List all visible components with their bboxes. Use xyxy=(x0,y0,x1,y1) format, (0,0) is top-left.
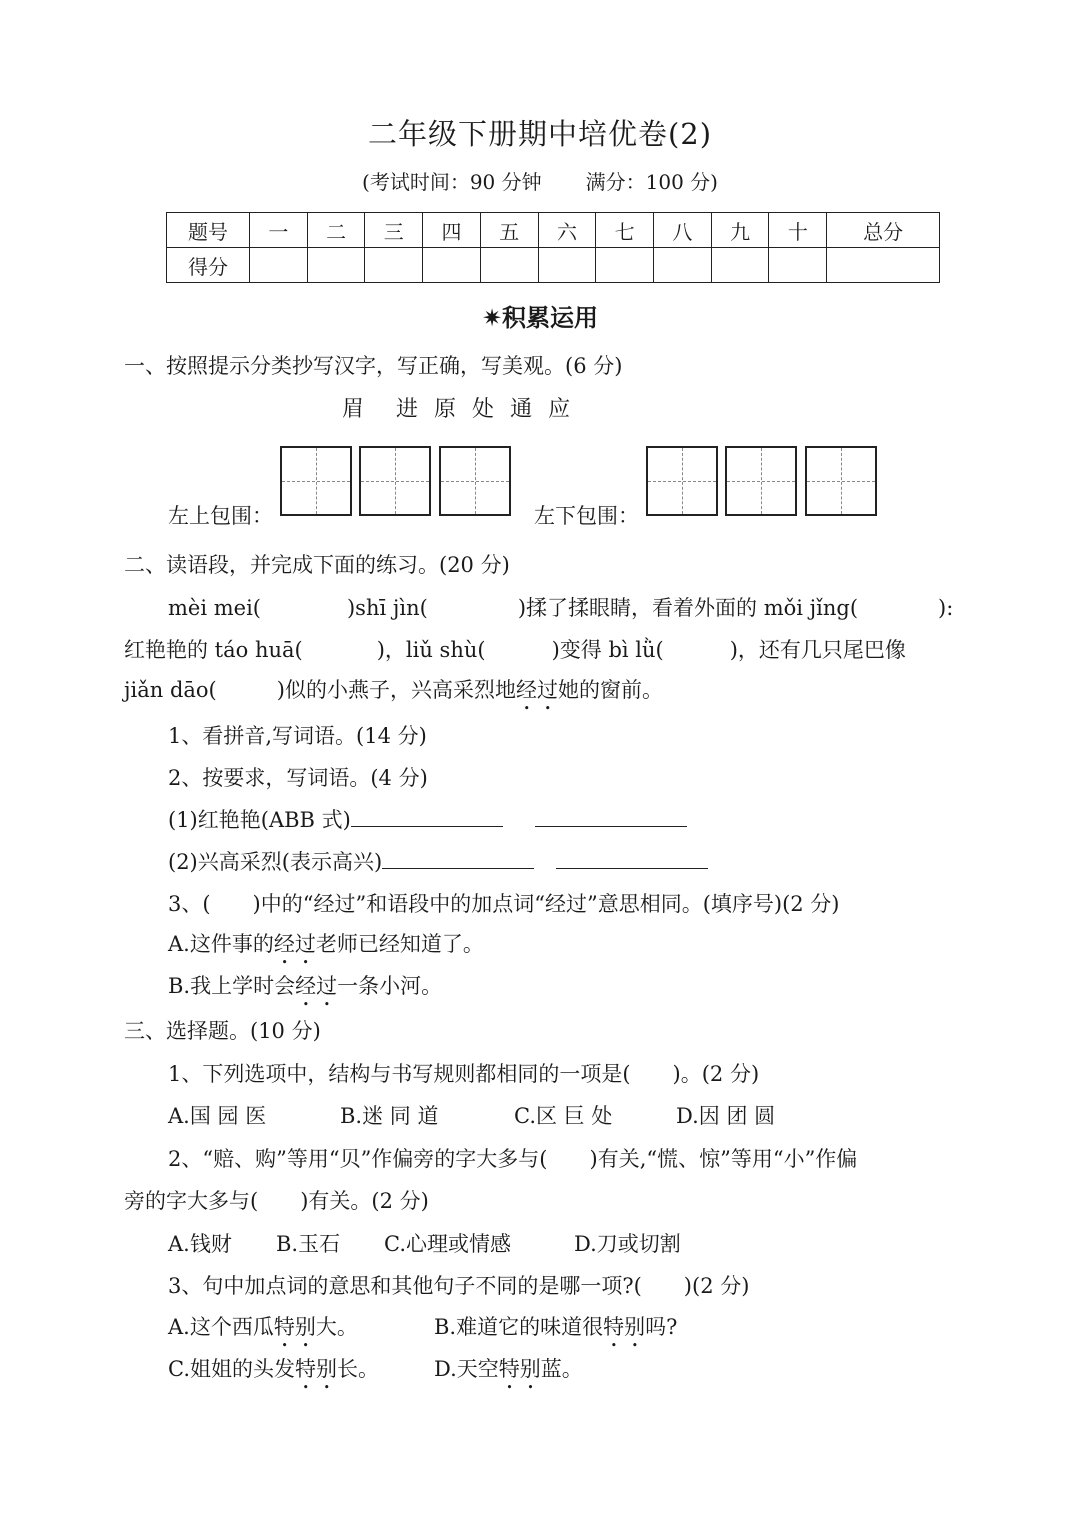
writing-grid-box[interactable] xyxy=(280,446,352,516)
passage-text: ): xyxy=(938,596,954,620)
option-d[interactable]: D.因 团 圆 xyxy=(676,1104,776,1128)
score-col: 六 xyxy=(538,213,596,248)
option-b[interactable]: B.迷 同 道 xyxy=(340,1104,439,1128)
q1-left-label: 左上包围： xyxy=(168,504,273,528)
q2-sub2-b-label: (2)兴高采烈(表示高兴) xyxy=(168,850,383,874)
score-table-header-label: 题号 xyxy=(167,213,250,248)
passage-line-3 xyxy=(124,674,663,715)
passage-text: )揉了揉眼睛，看着外面的 mǒi jǐng( xyxy=(517,596,859,620)
dotted-word: 特别 xyxy=(273,1315,316,1339)
score-table-header-row xyxy=(167,213,940,248)
score-cell[interactable] xyxy=(423,248,481,283)
option-text: A.这件事的 xyxy=(168,932,274,956)
q2-sub3-option-a xyxy=(168,928,484,969)
option-text: 老师已经知道了。 xyxy=(315,932,484,956)
score-col: 九 xyxy=(711,213,769,248)
option-a[interactable]: A.国 园 医 xyxy=(168,1104,267,1128)
q3-s3-option-b[interactable] xyxy=(434,1311,677,1352)
section-title: ✷积累运用 xyxy=(481,304,599,332)
q3-s2-line1: 2、“赔、购”等用“贝”作偏旁的字大多与( )有关,“慌、惊”等用“小”作偏 xyxy=(168,1147,858,1171)
score-cell-total[interactable] xyxy=(827,248,940,283)
dotted-word: 特别 xyxy=(295,1357,337,1381)
answer-blank[interactable] xyxy=(351,806,503,827)
option-text: 大。 xyxy=(315,1315,358,1339)
q1-char: 应 xyxy=(548,397,571,422)
score-table-score-row xyxy=(167,248,940,283)
writing-grid-box[interactable] xyxy=(439,446,511,516)
option-text: D.天空 xyxy=(434,1357,499,1381)
writing-grid-box[interactable] xyxy=(805,446,877,516)
q1-chars xyxy=(342,392,586,423)
answer-blank[interactable] xyxy=(556,848,708,869)
score-col: 七 xyxy=(596,213,654,248)
q3-s1-options xyxy=(168,1100,775,1130)
q2-sub1: 1、看拼音,写词语。(14 分) xyxy=(168,724,427,748)
score-col-total: 总分 xyxy=(827,213,940,248)
dotted-word: 特别 xyxy=(603,1315,646,1339)
q1-char: 通 xyxy=(510,397,533,422)
score-col: 五 xyxy=(480,213,538,248)
option-text: B.我上学时会 xyxy=(168,974,296,998)
score-cell[interactable] xyxy=(365,248,423,283)
q3-s1: 1、下列选项中，结构与书写规则都相同的一项是( )。(2 分) xyxy=(168,1062,760,1086)
option-b[interactable]: B.玉石 xyxy=(276,1232,341,1256)
option-text: C.姐姐的头发 xyxy=(168,1357,295,1381)
dotted-word: 特别 xyxy=(498,1357,541,1381)
exam-info xyxy=(0,166,1080,195)
option-c[interactable]: C.区 巨 处 xyxy=(514,1104,613,1128)
option-text: B.难道它的味道很 xyxy=(434,1315,604,1339)
full-score: 满分：100 分) xyxy=(585,170,718,194)
option-a[interactable]: A.钱财 xyxy=(168,1232,232,1256)
writing-grid-box[interactable] xyxy=(359,446,431,516)
score-col: 三 xyxy=(365,213,423,248)
passage-line-2 xyxy=(124,634,906,664)
answer-blank[interactable] xyxy=(535,806,687,827)
dotted-word: 经过 xyxy=(295,974,338,998)
q2-sub3: 3、( )中的“经过”和语段中的加点词“经过”意思相同。(填序号)(2 分) xyxy=(168,892,840,916)
score-cell[interactable] xyxy=(596,248,654,283)
score-col: 十 xyxy=(769,213,827,248)
score-table xyxy=(166,212,940,283)
q3-s3: 3、句中加点词的意思和其他句子不同的是哪一项?( )(2 分) xyxy=(168,1274,750,1298)
q2-sub2: 2、按要求，写词语。(4 分) xyxy=(168,766,428,790)
page-title: 二年级下册期中培优卷(2) xyxy=(367,117,713,151)
q3-s3-option-a[interactable] xyxy=(168,1311,358,1352)
option-text: A.这个西瓜 xyxy=(168,1315,274,1339)
passage-text: )，liǔ shù( xyxy=(376,638,486,662)
q2-sub2-b xyxy=(168,846,708,876)
passage-text: )shī jìn( xyxy=(346,596,428,620)
writing-grid-box[interactable] xyxy=(725,446,797,516)
option-text: 蓝。 xyxy=(540,1357,583,1381)
q1-right-label: 左下包围： xyxy=(534,504,639,528)
q1-char: 处 xyxy=(472,397,495,422)
passage-text: )，还有几只尾巴像 xyxy=(729,638,906,662)
q1-title: 一、按照提示分类抄写汉字，写正确，写美观。(6 分) xyxy=(124,354,623,378)
q2-sub2-a xyxy=(168,804,687,834)
score-col: 二 xyxy=(307,213,365,248)
score-row-label: 得分 xyxy=(167,248,250,283)
option-d[interactable]: D.刀或切割 xyxy=(574,1232,681,1256)
dotted-word: 经过 xyxy=(515,678,558,702)
q3-s2-line2: 旁的字大多与( )有关。(2 分) xyxy=(124,1189,429,1213)
passage-text: )似的小燕子，兴高采烈地 xyxy=(276,678,516,702)
score-col: 四 xyxy=(423,213,481,248)
writing-grid-box[interactable] xyxy=(646,446,718,516)
q2-sub2-a-label: (1)红艳艳(ABB 式) xyxy=(168,808,351,832)
score-col: 八 xyxy=(654,213,712,248)
score-cell[interactable] xyxy=(307,248,365,283)
score-cell[interactable] xyxy=(769,248,827,283)
passage-text: 她的窗前。 xyxy=(557,678,663,702)
score-cell[interactable] xyxy=(480,248,538,283)
score-cell[interactable] xyxy=(538,248,596,283)
q2-title: 二、读语段，并完成下面的练习。(20 分) xyxy=(124,553,510,577)
q1-char: 进 xyxy=(396,397,419,422)
q1-char: 眉 xyxy=(342,397,365,422)
exam-time: (考试时间：90 分钟 xyxy=(362,170,542,194)
passage-text: mèi mei( xyxy=(168,596,261,620)
option-text: 一条小河。 xyxy=(337,974,443,998)
score-cell[interactable] xyxy=(711,248,769,283)
option-text: 吗? xyxy=(645,1315,678,1339)
passage-text: 红艳艳的 táo huā( xyxy=(124,638,303,662)
q3-s3-option-c[interactable] xyxy=(168,1353,379,1394)
q3-s2-options xyxy=(168,1228,681,1258)
passage-text: )变得 bì lǜ( xyxy=(551,638,664,662)
option-text: 长。 xyxy=(337,1357,379,1381)
dotted-word: 经过 xyxy=(273,932,316,956)
answer-blank[interactable] xyxy=(382,848,534,869)
passage-text: jiǎn dāo( xyxy=(124,678,217,702)
option-c[interactable]: C.心理或情感 xyxy=(384,1232,511,1256)
score-col: 一 xyxy=(250,213,308,248)
q3-s3-option-d[interactable] xyxy=(434,1353,583,1394)
score-cell[interactable] xyxy=(654,248,712,283)
q3-title: 三、选择题。(10 分) xyxy=(124,1019,321,1043)
passage-line-1 xyxy=(168,592,953,622)
score-cell[interactable] xyxy=(250,248,308,283)
q1-char: 原 xyxy=(434,397,457,422)
q2-sub3-option-b xyxy=(168,970,442,1011)
